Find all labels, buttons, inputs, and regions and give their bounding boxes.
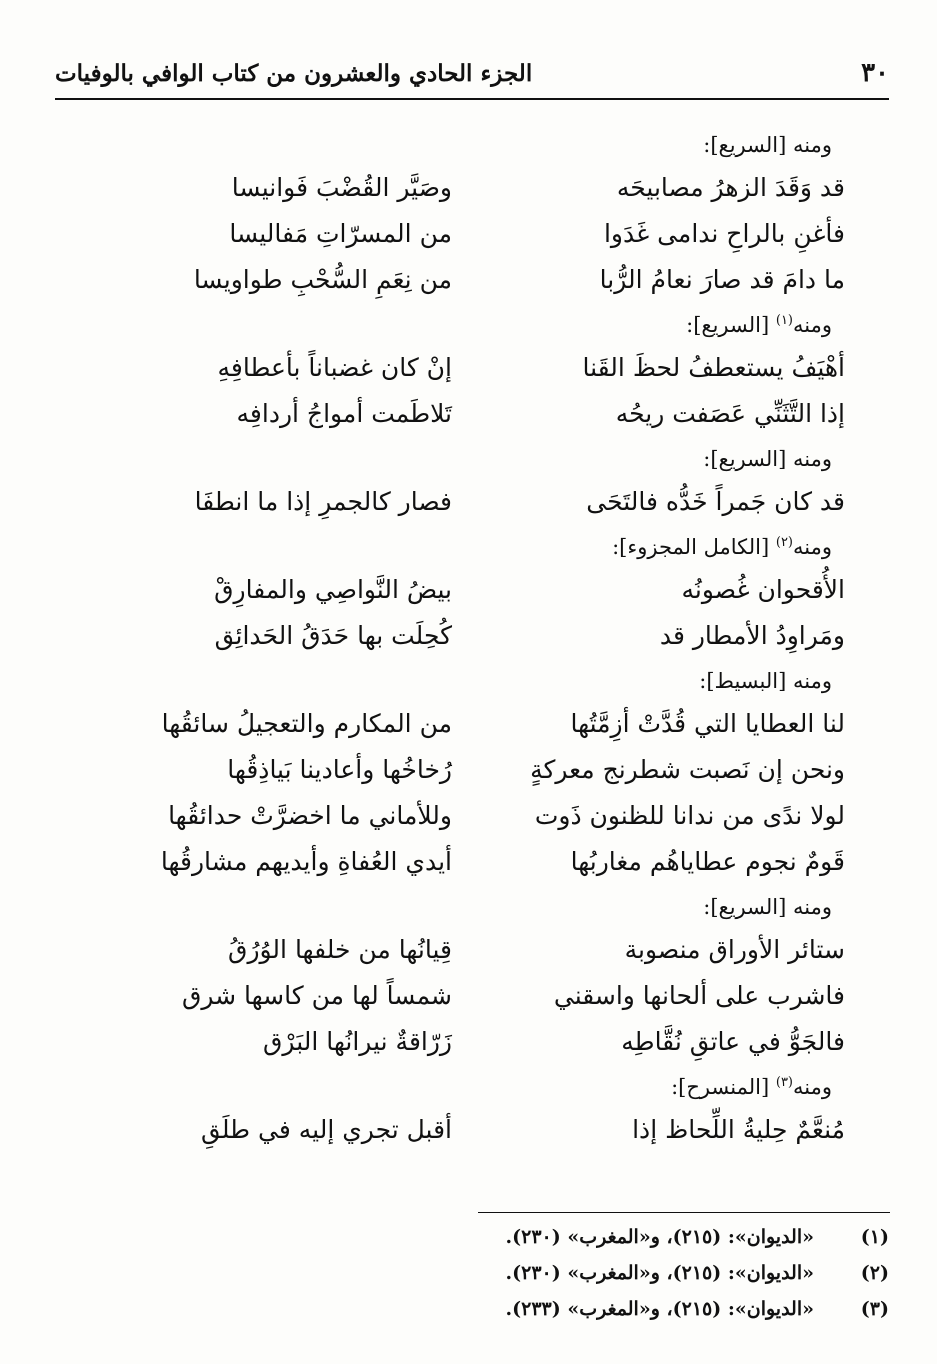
meter-heading: [0, 527, 937, 569]
second-hemistich: بيضُ النَّواصِي والمفارِقْ: [214, 575, 452, 604]
meter-prefix: ومنه: [793, 669, 832, 693]
meter-label: [671, 1075, 832, 1099]
first-hemistich: ومَراوِدُ الأمطار قد: [659, 621, 845, 650]
first-hemistich: الأُقحوان غُصونُه: [681, 575, 845, 604]
second-hemistich: رُخاخُها وأعادينا بَياذِقُها: [227, 755, 452, 784]
first-hemistich: لنا العطايا التي قُدَّتْ أزِمَّتُها: [570, 709, 845, 738]
second-hemistich: أقبل تجري إليه في طلَقِ: [201, 1115, 452, 1144]
meter-name: [المنسرح]:: [671, 1075, 770, 1099]
verse-line: [0, 615, 937, 661]
verse-line: [0, 749, 937, 795]
second-hemistich: وللأماني ما اخضرَّتْ حدائقُها: [168, 801, 452, 830]
page-number: ٣٠: [861, 58, 889, 88]
page-header: [55, 58, 889, 100]
verse-line: [0, 703, 937, 749]
meter-name: [السريع]:: [703, 447, 787, 471]
meter-name: [الكامل المجزوء]:: [612, 535, 770, 559]
footnote-text: «الديوان»: (٢١٥)، و«المغرب» (٢٣٠).: [505, 1262, 814, 1284]
meter-prefix: ومنه: [793, 895, 832, 919]
first-hemistich: أهْيَفُ يستعطفُ لحظَ القَنا: [582, 353, 845, 382]
meter-heading: [0, 125, 937, 167]
footnote-marker: (٣): [775, 1075, 793, 1090]
first-hemistich: فأغنِ بالراحِ ندامى غَدَوا: [603, 219, 845, 248]
poem-body: [0, 125, 937, 1155]
verse-line: [0, 1021, 937, 1067]
footnote-number: (١): [860, 1226, 889, 1248]
first-hemistich: ما دامَ قد صارَ نعامُ الرُّبا: [599, 265, 845, 294]
first-hemistich: قد كان جَمراً خَدُّه فالتَحَى: [586, 487, 845, 516]
meter-prefix: ومنه: [793, 447, 832, 471]
first-hemistich: فالجَوُّ في عاتقِ نُقَّاطِه: [621, 1027, 845, 1056]
second-hemistich: كُحِلَت بها حَدَقُ الحَدائِق: [214, 621, 452, 650]
footnote-number: (٢): [860, 1262, 889, 1284]
running-title: الجزء الحادي والعشرون من كتاب الوافي بالوفيات: [55, 60, 533, 87]
meter-name: [السريع]:: [703, 133, 787, 157]
meter-prefix: ومنه: [793, 313, 832, 337]
second-hemistich: من المسرّاتِ مَفاليسا: [229, 219, 452, 248]
meter-name: [السريع]:: [703, 895, 787, 919]
meter-prefix: ومنه: [793, 1075, 832, 1099]
footnote: [469, 1294, 889, 1330]
meter-heading: [0, 305, 937, 347]
second-hemistich: وصَيَّر القُضْبَ فَوانيسا: [231, 173, 452, 202]
verse-line: [0, 167, 937, 213]
footnote-number: (٣): [860, 1298, 889, 1320]
verse-line: [0, 213, 937, 259]
footnote: [469, 1222, 889, 1258]
second-hemistich: أيدي العُفاةِ وأيديهم مشارقُها: [160, 847, 452, 876]
meter-label: [699, 669, 832, 693]
meter-name: [البسيط]:: [699, 669, 787, 693]
meter-heading: [0, 1067, 937, 1109]
verse-line: [0, 975, 937, 1021]
footnote-marker: (١): [775, 313, 793, 328]
footnotes: [469, 1222, 889, 1330]
second-hemistich: من المكارم والتعجيلُ سائقُها: [161, 709, 452, 738]
footnote-text: «الديوان»: (٢١٥)، و«المغرب» (٢٣٠).: [505, 1226, 814, 1248]
second-hemistich: شمساً لها من كاسها شرق: [181, 981, 452, 1010]
first-hemistich: ستائر الأوراق منصوبة: [624, 935, 845, 964]
footnote-text: «الديوان»: (٢١٥)، و«المغرب» (٢٣٣).: [505, 1298, 814, 1320]
second-hemistich: فصار كالجمرِ إذا ما انطفَا: [194, 487, 452, 516]
verse-line: [0, 347, 937, 393]
second-hemistich: زَرّاقةٌ نيرانُها البَرْق: [263, 1027, 452, 1056]
verse-line: [0, 929, 937, 975]
first-hemistich: ونحن إن نَصبت شطرنج معركةٍ: [530, 755, 845, 784]
meter-prefix: ومنه: [793, 535, 832, 559]
footnote-marker: (٢): [775, 535, 793, 550]
meter-label: [612, 535, 832, 559]
verse-line: [0, 795, 937, 841]
first-hemistich: قد وَقَدَ الزهرُ مصابيحَه: [616, 173, 845, 202]
meter-name: [السريع]:: [686, 313, 770, 337]
verse-line: [0, 841, 937, 887]
first-hemistich: فاشرب على ألحانها واسقني: [553, 981, 845, 1010]
meter-label: [703, 447, 832, 471]
meter-label: [703, 133, 832, 157]
first-hemistich: قَومٌ نجوم عطاياهُم مغاربُها: [570, 847, 845, 876]
meter-prefix: ومنه: [793, 133, 832, 157]
verse-line: [0, 393, 937, 439]
verse-line: [0, 481, 937, 527]
first-hemistich: لولا ندًى من ندانا للظنون ذَوت: [534, 801, 845, 830]
second-hemistich: من نِعَمِ السُّحْبِ طواويسا: [193, 265, 452, 294]
meter-label: [703, 895, 832, 919]
first-hemistich: مُنعَّمٌ حِليةُ اللِّحاظ إذا: [632, 1115, 845, 1144]
meter-heading: [0, 887, 937, 929]
verse-line: [0, 1109, 937, 1155]
second-hemistich: قِيانُها من خلفها الوُرُقُ: [228, 935, 452, 964]
footnote: [469, 1258, 889, 1294]
verse-line: [0, 259, 937, 305]
meter-heading: [0, 661, 937, 703]
footnote-divider: [478, 1212, 890, 1213]
meter-heading: [0, 439, 937, 481]
meter-label: [686, 313, 832, 337]
second-hemistich: إنْ كان غضباناً بأعطافِهِ: [217, 353, 452, 382]
verse-line: [0, 569, 937, 615]
second-hemistich: تَلاطَمت أمواجُ أردافِه: [236, 399, 452, 428]
first-hemistich: إذا التَّثَنِّي عَصَفت ريحُه: [615, 399, 845, 428]
